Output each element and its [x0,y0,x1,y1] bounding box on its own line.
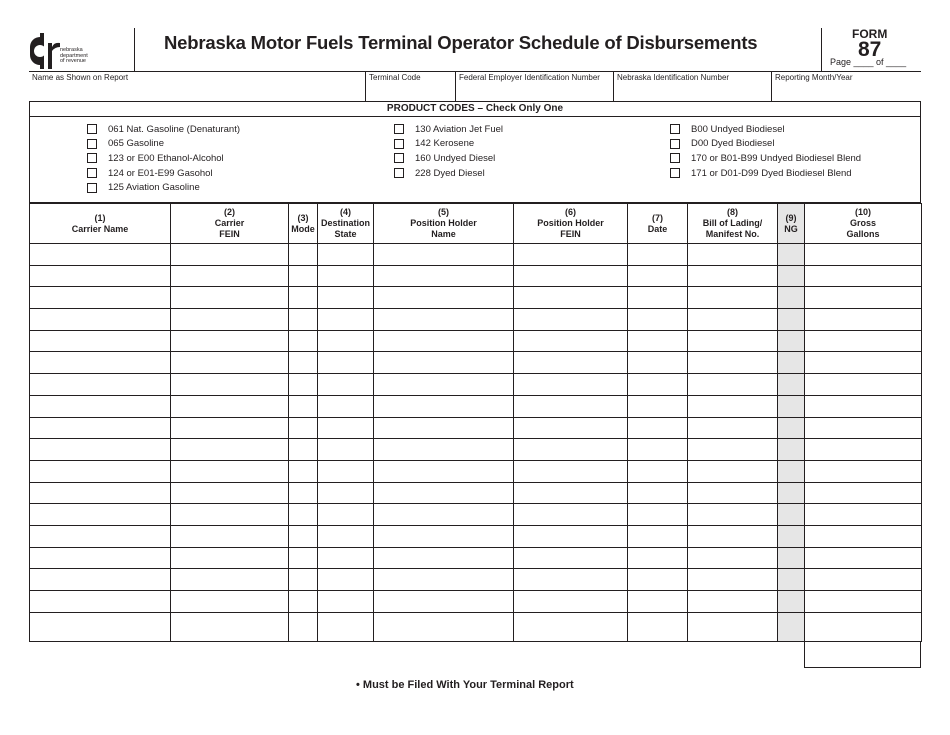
table-cell[interactable] [30,395,171,417]
table-cell[interactable] [318,265,374,287]
table-cell[interactable] [805,309,922,331]
table-cell[interactable] [30,265,171,287]
checkbox[interactable] [394,153,404,163]
product-codes-column [670,122,861,180]
header-divider [821,28,822,71]
table-cell[interactable] [688,482,778,504]
table-row [30,569,922,591]
table-cell[interactable] [514,439,628,461]
table-cell[interactable] [514,244,628,266]
table-cell[interactable] [805,460,922,482]
table-cell[interactable] [171,591,289,613]
table-cell[interactable] [778,482,805,504]
product-code-option[interactable]: D00 Dyed Biodiesel [670,137,861,152]
table-cell[interactable] [628,265,688,287]
table-cell[interactable] [514,547,628,569]
table-row [30,352,922,374]
table-cell[interactable] [171,612,289,641]
product-code-option[interactable]: 124 or E01-E99 Gasohol [87,166,240,181]
checkbox[interactable] [670,153,680,163]
table-cell[interactable] [318,287,374,309]
table-cell[interactable] [514,569,628,591]
table-cell[interactable] [318,569,374,591]
table-cell[interactable] [628,547,688,569]
product-code-option[interactable]: 130 Aviation Jet Fuel [394,122,503,137]
table-cell[interactable] [171,569,289,591]
table-cell[interactable] [289,287,318,309]
checkbox[interactable] [87,153,97,163]
table-cell[interactable] [30,309,171,331]
table-cell[interactable] [514,374,628,396]
table-cell[interactable] [318,244,374,266]
table-cell[interactable] [778,460,805,482]
table-cell[interactable] [778,265,805,287]
column-header-carrier-fein: (2) Carrier FEIN [171,204,289,244]
table-cell[interactable] [171,395,289,417]
table-cell[interactable] [805,482,922,504]
table-cell[interactable] [688,612,778,641]
table-cell[interactable] [318,395,374,417]
table-row [30,547,922,569]
table-row [30,374,922,396]
checkbox[interactable] [670,124,680,134]
table-cell[interactable] [688,525,778,547]
reporting-month-field[interactable]: Reporting Month/Year [771,72,921,102]
table-cell[interactable] [374,482,514,504]
checkbox[interactable] [87,183,97,193]
table-cell[interactable] [30,460,171,482]
product-code-option[interactable]: 171 or D01-D99 Dyed Biodiesel Blend [670,166,861,181]
table-cell[interactable] [289,591,318,613]
table-cell[interactable] [514,287,628,309]
table-row [30,244,922,266]
table-cell[interactable] [374,244,514,266]
table-cell[interactable] [374,569,514,591]
table-cell[interactable] [628,504,688,526]
table-cell[interactable] [628,569,688,591]
table-cell[interactable] [374,504,514,526]
table-cell[interactable] [628,374,688,396]
table-cell[interactable] [628,460,688,482]
table-row [30,265,922,287]
table-cell[interactable] [318,547,374,569]
checkbox[interactable] [394,139,404,149]
table-row [30,482,922,504]
table-cell[interactable] [805,352,922,374]
table-cell[interactable] [805,504,922,526]
table-cell[interactable] [628,352,688,374]
table-header-row [30,204,922,244]
table-cell[interactable] [374,547,514,569]
form-number: 87 [858,38,882,61]
table-cell[interactable] [688,309,778,331]
table-cell[interactable] [289,547,318,569]
table-cell[interactable] [514,309,628,331]
table-cell[interactable] [805,417,922,439]
table-cell[interactable] [374,330,514,352]
form-label: FORM [852,27,888,41]
table-cell[interactable] [289,569,318,591]
table-cell[interactable] [628,330,688,352]
table-cell[interactable] [628,482,688,504]
table-cell[interactable] [374,460,514,482]
table-cell[interactable] [171,547,289,569]
table-cell[interactable] [171,460,289,482]
table-cell[interactable] [628,395,688,417]
table-cell[interactable] [318,439,374,461]
table-cell[interactable] [171,482,289,504]
table-cell[interactable] [778,330,805,352]
table-cell[interactable] [514,591,628,613]
table-cell[interactable] [778,591,805,613]
header-divider [134,28,135,71]
table-cell[interactable] [171,244,289,266]
product-code-option[interactable]: B00 Undyed Biodiesel [670,122,861,137]
table-cell[interactable] [318,591,374,613]
checkbox[interactable] [394,124,404,134]
product-code-option[interactable]: 061 Nat. Gasoline (Denaturant) [87,122,240,137]
table-cell[interactable] [778,417,805,439]
table-cell[interactable] [289,244,318,266]
table-cell[interactable] [289,504,318,526]
table-cell[interactable] [318,612,374,641]
column-header-destination-state: (4) Destination State [318,204,374,244]
table-cell[interactable] [628,439,688,461]
table-cell[interactable] [289,352,318,374]
table-cell[interactable] [289,309,318,331]
table-cell[interactable] [289,265,318,287]
identification-row [29,71,921,101]
table-cell[interactable] [30,569,171,591]
table-cell[interactable] [30,244,171,266]
table-cell[interactable] [171,439,289,461]
table-cell[interactable] [374,287,514,309]
product-code-option[interactable]: 125 Aviation Gasoline [87,180,240,195]
table-cell[interactable] [374,309,514,331]
table-cell[interactable] [514,395,628,417]
table-cell[interactable] [778,547,805,569]
table-cell[interactable] [688,417,778,439]
table-cell[interactable] [171,417,289,439]
table-cell[interactable] [805,569,922,591]
product-codes-column [87,122,240,195]
table-cell[interactable] [171,374,289,396]
table-cell[interactable] [374,417,514,439]
table-cell[interactable] [805,244,922,266]
table-cell[interactable] [778,525,805,547]
column-header-gross-gallons: (10) Gross Gallons [805,204,922,244]
table-cell[interactable] [289,395,318,417]
table-cell[interactable] [374,395,514,417]
table-cell[interactable] [688,265,778,287]
checkbox[interactable] [87,124,97,134]
table-cell[interactable] [318,374,374,396]
table-row [30,417,922,439]
table-cell[interactable] [805,547,922,569]
fein-field[interactable]: Federal Employer Identification Number [455,72,613,102]
table-cell[interactable] [514,352,628,374]
table-cell[interactable] [171,525,289,547]
product-code-option[interactable]: 142 Kerosene [394,137,503,152]
column-header-position-holder-name: (5) Position Holder Name [374,204,514,244]
table-cell[interactable] [289,439,318,461]
table-cell[interactable] [688,330,778,352]
table-cell[interactable] [688,439,778,461]
table-cell[interactable] [514,330,628,352]
table-cell[interactable] [171,504,289,526]
table-cell[interactable] [805,612,922,641]
table-cell[interactable] [374,265,514,287]
table-cell[interactable] [30,330,171,352]
product-codes-column [394,122,503,180]
nebraska-id-field[interactable]: Nebraska Identification Number [613,72,771,102]
table-cell[interactable] [628,525,688,547]
table-cell[interactable] [30,547,171,569]
table-cell[interactable] [778,395,805,417]
table-cell[interactable] [374,525,514,547]
table-row [30,460,922,482]
gross-gallons-total-field[interactable] [804,641,921,668]
product-code-option[interactable]: 170 or B01-B99 Undyed Biodiesel Blend [670,151,861,166]
table-cell[interactable] [688,395,778,417]
table-cell[interactable] [30,612,171,641]
table-cell[interactable] [289,330,318,352]
table-cell[interactable] [688,504,778,526]
table-row [30,330,922,352]
table-cell[interactable] [318,330,374,352]
table-cell[interactable] [318,417,374,439]
table-cell[interactable] [778,439,805,461]
table-cell[interactable] [778,309,805,331]
table-cell[interactable] [514,482,628,504]
table-cell[interactable] [778,352,805,374]
column-header-bill-of-lading: (8) Bill of Lading/ Manifest No. [688,204,778,244]
table-cell[interactable] [171,309,289,331]
table-cell[interactable] [688,352,778,374]
table-row [30,612,922,641]
product-code-option[interactable]: 065 Gasoline [87,137,240,152]
table-cell[interactable] [289,525,318,547]
table-cell[interactable] [778,612,805,641]
table-cell[interactable] [688,591,778,613]
table-row [30,309,922,331]
table-cell[interactable] [171,287,289,309]
table-cell[interactable] [514,525,628,547]
column-header-mode: (3) Mode [289,204,318,244]
table-cell[interactable] [374,374,514,396]
table-cell[interactable] [514,612,628,641]
table-cell[interactable] [318,460,374,482]
table-cell[interactable] [289,460,318,482]
table-row [30,525,922,547]
table-cell[interactable] [805,265,922,287]
table-cell[interactable] [318,482,374,504]
table-cell[interactable] [318,352,374,374]
table-row [30,591,922,613]
table-cell[interactable] [805,439,922,461]
table-cell[interactable] [805,395,922,417]
checkbox[interactable] [87,139,97,149]
table-cell[interactable] [30,525,171,547]
table-cell[interactable] [628,287,688,309]
column-header-date: (7) Date [628,204,688,244]
table-cell[interactable] [628,309,688,331]
table-cell[interactable] [805,374,922,396]
table-cell[interactable] [805,525,922,547]
table-cell[interactable] [374,352,514,374]
table-cell[interactable] [514,504,628,526]
table-cell[interactable] [30,417,171,439]
table-cell[interactable] [318,525,374,547]
checkbox[interactable] [87,168,97,178]
table-cell[interactable] [628,612,688,641]
table-cell[interactable] [374,612,514,641]
table-cell[interactable] [289,612,318,641]
table-cell[interactable] [374,439,514,461]
checkbox[interactable] [394,168,404,178]
table-cell[interactable] [514,265,628,287]
page-number-field[interactable]: Page ____ of ____ [830,57,907,67]
table-cell[interactable] [30,482,171,504]
table-cell[interactable] [688,244,778,266]
table-cell[interactable] [289,482,318,504]
table-cell[interactable] [318,504,374,526]
table-cell[interactable] [688,287,778,309]
table-cell[interactable] [688,460,778,482]
table-cell[interactable] [805,330,922,352]
table-cell[interactable] [628,417,688,439]
table-cell[interactable] [628,244,688,266]
column-header-position-holder-fein: (6) Position Holder FEIN [514,204,628,244]
table-cell[interactable] [688,569,778,591]
product-codes-section [29,101,921,203]
table-cell[interactable] [30,591,171,613]
table-cell[interactable] [514,460,628,482]
name-field[interactable]: Name as Shown on Report [32,73,129,82]
table-cell[interactable] [318,309,374,331]
terminal-code-field[interactable]: Terminal Code [365,72,455,102]
table-cell[interactable] [30,287,171,309]
product-code-option[interactable]: 160 Undyed Diesel [394,151,503,166]
table-row [30,439,922,461]
checkbox[interactable] [670,168,680,178]
table-row [30,287,922,309]
table-cell[interactable] [778,504,805,526]
table-cell[interactable] [688,374,778,396]
table-cell[interactable] [514,417,628,439]
checkbox[interactable] [670,139,680,149]
table-cell[interactable] [171,265,289,287]
disbursements-table [29,203,922,642]
table-cell[interactable] [805,591,922,613]
product-codes-title: PRODUCT CODES – Check Only One [30,102,920,117]
table-cell[interactable] [374,591,514,613]
table-cell[interactable] [628,591,688,613]
table-cell[interactable] [778,244,805,266]
table-cell[interactable] [289,374,318,396]
table-cell[interactable] [778,374,805,396]
table-cell[interactable] [805,287,922,309]
table-cell[interactable] [688,547,778,569]
table-cell[interactable] [778,569,805,591]
table-cell[interactable] [171,330,289,352]
column-header-carrier-name: (1) Carrier Name [30,204,171,244]
table-cell[interactable] [30,352,171,374]
column-header-ng: (9) NG [778,204,805,244]
table-cell[interactable] [171,352,289,374]
agency-name: nebraska department of revenue [60,47,88,65]
table-cell[interactable] [289,417,318,439]
table-cell[interactable] [30,374,171,396]
table-body [30,244,922,642]
table-row [30,395,922,417]
table-cell[interactable] [30,439,171,461]
table-row [30,504,922,526]
table-cell[interactable] [778,287,805,309]
product-code-option[interactable]: 228 Dyed Diesel [394,166,503,181]
product-code-option[interactable]: 123 or E00 Ethanol-Alcohol [87,151,240,166]
table-cell[interactable] [30,504,171,526]
form-title: Nebraska Motor Fuels Terminal Operator Schedule of Disbursements [164,32,758,53]
filing-note: • Must be Filed With Your Terminal Report [356,679,574,691]
